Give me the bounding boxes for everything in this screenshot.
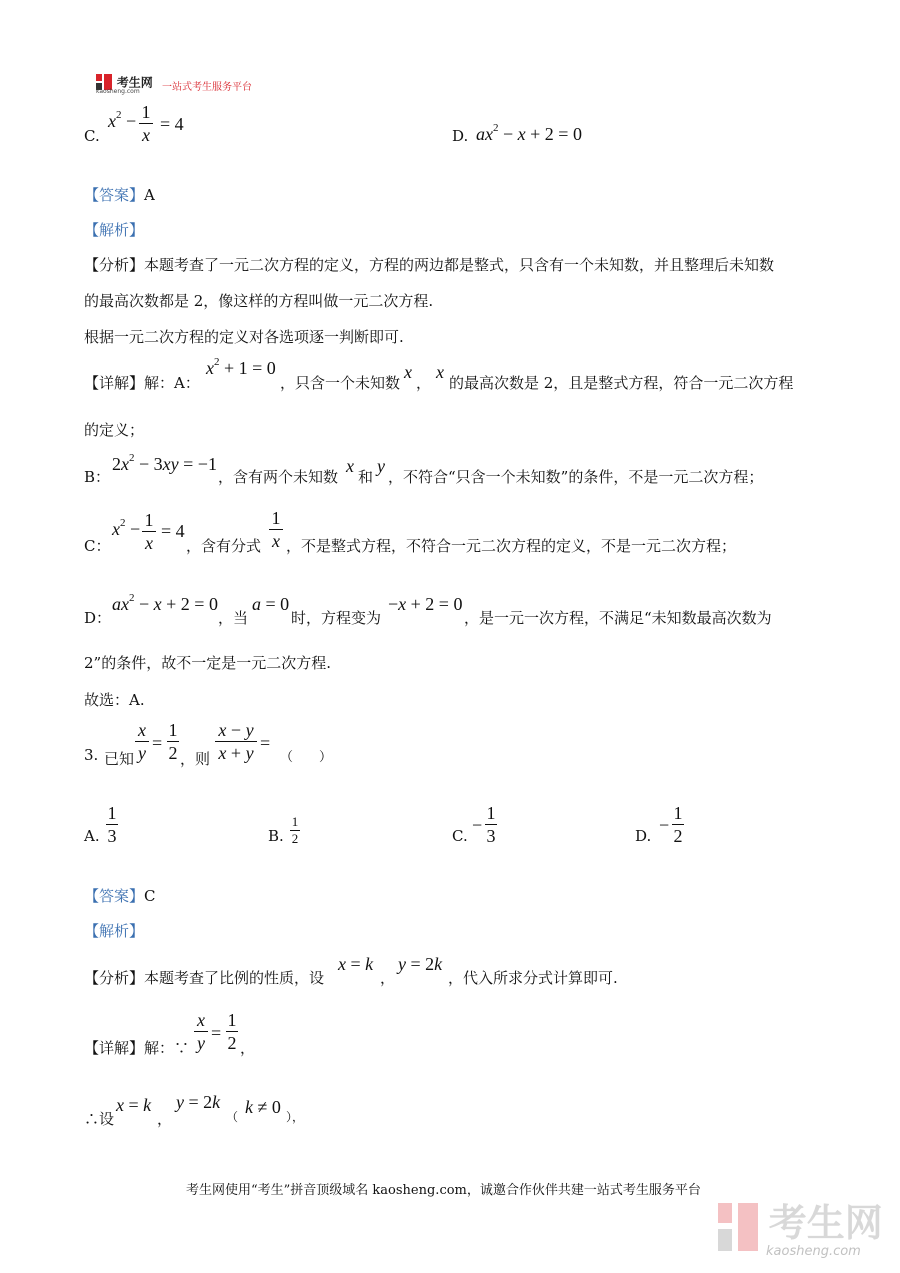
watermark-mark-icon xyxy=(718,1203,758,1251)
q3-fenxi-comma: ， xyxy=(380,969,396,987)
q2-detail-a-formula: $x^2 + 1 = 0$ xyxy=(206,356,276,378)
watermark-text: 考生网 xyxy=(768,1201,883,1245)
q2-detail-c-text1: ，含有分式 xyxy=(186,537,262,555)
q3-xiangjie-eq: = xyxy=(211,1023,222,1043)
q3-option-d-sign: − xyxy=(659,815,670,835)
q3-paren: （ ） xyxy=(280,750,333,765)
q3-ze: ，则 xyxy=(180,750,211,768)
q3-therefore-paren-r: ）， xyxy=(286,1110,305,1124)
q3-therefore-xk: x = k xyxy=(116,1095,152,1115)
q3-therefore-y2k: y = 2k xyxy=(176,1092,221,1112)
q2-detail-a-text1: ，只含一个未知数 xyxy=(280,374,401,392)
watermark-domain: kaosheng.com xyxy=(766,1244,861,1259)
q2-detail-c-fraction2: 1 x xyxy=(269,508,283,551)
q2-detail-d-formula2: −x + 2 = 0 xyxy=(388,594,463,614)
q2-jiexi-heading: 【解析】 xyxy=(84,221,145,239)
q2-answer: 【答案】A xyxy=(84,186,155,204)
q3-fenxi-rest: ，代入所求分式计算即可. xyxy=(448,969,618,987)
q2-detail-c-rhs: = 4 xyxy=(161,521,185,541)
q2-detail-c-fraction: 1 x xyxy=(142,510,156,553)
q2-detail-c-formula: $x^2$ − xyxy=(112,517,141,539)
q2-detail-a-var-x: x xyxy=(404,362,412,382)
q2-detail-a-line2: 的定义； xyxy=(84,421,145,439)
q2-detail-d-prefix: D： xyxy=(84,609,112,627)
q2-detail-a-prefix: 【详解】解：A： xyxy=(84,374,200,392)
q3-answer: 【答案】C xyxy=(84,887,156,905)
q3-option-d-value: 1 2 xyxy=(673,803,683,846)
q2-detail-d-line2: 2”的条件，故不一定是一元二次方程. xyxy=(84,654,331,672)
q2-detail-d-text2: 时，方程变为 xyxy=(291,609,382,627)
q3-therefore-comma: ， xyxy=(157,1110,173,1128)
q2-detail-b-text2: ，不符合“只含一个未知数”的条件，不是一元二次方程； xyxy=(388,468,764,486)
q2-detail-d-text3: ，是一元一次方程，不满足“未知数最高次数为 xyxy=(464,609,772,627)
option-c-fraction: 1 x xyxy=(139,102,153,145)
logo-slogan: 一站式考生服务平台 xyxy=(162,82,252,93)
option-d-label: D. xyxy=(452,127,469,145)
q3-yizhi: 已知 xyxy=(104,750,135,768)
q3-xiangjie: 【详解】解：∵ xyxy=(84,1039,190,1057)
q2-detail-b-text1: ，含有两个未知数 xyxy=(218,468,339,486)
q3-fenxi-xk: x = k xyxy=(338,954,374,974)
q3-eq2: = xyxy=(260,733,271,753)
q3-option-b-label: B. xyxy=(268,827,284,845)
q3-eq: = xyxy=(152,733,163,753)
q3-option-a-value: 1 3 xyxy=(107,803,117,846)
q2-detail-c-text2: ，不是整式方程，不符合一元二次方程的定义，不是一元二次方程； xyxy=(286,537,737,555)
logo-domain: kaosheng.com xyxy=(96,88,140,95)
q2-detail-a-var-x2: x xyxy=(436,362,444,382)
q2-detail-b-var-x: x xyxy=(346,456,354,476)
q2-fenxi-line1: 【分析】本题考查了一元二次方程的定义，方程的两边都是整式，只含有一个未知数，并且整理后未知数 xyxy=(84,256,775,274)
q3-therefore-paren-l: （ xyxy=(226,1110,239,1124)
q3-option-c-sign: − xyxy=(472,815,483,835)
q3-fenxi: 【分析】本题考查了比例的性质，设 xyxy=(84,969,325,987)
q2-detail-b-he: 和 xyxy=(358,468,374,486)
option-c-formula: $x^2$ − xyxy=(108,109,137,131)
q3-xiangjie-comma: ， xyxy=(240,1039,256,1057)
q2-detail-b-var-y: y xyxy=(377,456,385,476)
q3-frac-target: x − y x + y xyxy=(215,720,257,763)
footer-text: 考生网使用“考生”拼音顶级域名 kaosheng.com，诚邀合作伙伴共建一站式考生服务平台 xyxy=(186,1183,701,1198)
q3-option-c-value: 1 3 xyxy=(486,803,496,846)
q3-frac-half: 1 2 xyxy=(168,720,178,763)
q3-therefore: ∴设 xyxy=(84,1110,115,1128)
q3-fenxi-y2k: y = 2k xyxy=(398,954,443,974)
q3-xiangjie-frac-xy: x y xyxy=(194,1010,208,1053)
q3-option-b-value: 1 2 xyxy=(291,814,299,846)
q2-detail-a-comma: ， xyxy=(416,374,432,392)
option-d-formula: $ax^2 - x + 2 = 0$ xyxy=(476,122,582,144)
logo-text: 考生网 xyxy=(116,75,153,90)
q2-detail-d-cond: a = 0 xyxy=(252,594,290,614)
q2-detail-c-prefix: C： xyxy=(84,537,111,555)
q3-frac-xy: x y xyxy=(135,720,149,763)
q2-guxuan: 故选：A. xyxy=(84,691,145,709)
q3-jiexi-heading: 【解析】 xyxy=(84,922,145,940)
q2-fenxi-line2: 的最高次数都是 2，像这样的方程叫做一元二次方程. xyxy=(84,292,434,310)
q3-xiangjie-frac-half: 1 2 xyxy=(227,1010,237,1053)
q3-option-c-label: C. xyxy=(452,827,468,845)
q3-therefore-kne0: k ≠ 0 xyxy=(245,1097,281,1117)
q3-number: 3. xyxy=(84,746,99,764)
q2-detail-b-formula: $2x^2 - 3xy = -1$ xyxy=(112,452,217,474)
q3-option-a-label: A. xyxy=(84,827,100,845)
q3-option-d-label: D. xyxy=(635,827,652,845)
q2-detail-d-formula: $ax^2 - x + 2 = 0$ xyxy=(112,592,218,614)
q2-fenxi-line3: 根据一元二次方程的定义对各选项逐一判断即可. xyxy=(84,328,404,346)
q2-detail-b-prefix: B： xyxy=(84,468,111,486)
q2-detail-d-text1: ，当 xyxy=(218,609,249,627)
option-c-label: C. xyxy=(84,127,100,145)
option-c-rhs: = 4 xyxy=(160,114,184,134)
q2-detail-a-text2: 的最高次数是 2，且是整式方程，符合一元二次方程 xyxy=(449,374,794,392)
